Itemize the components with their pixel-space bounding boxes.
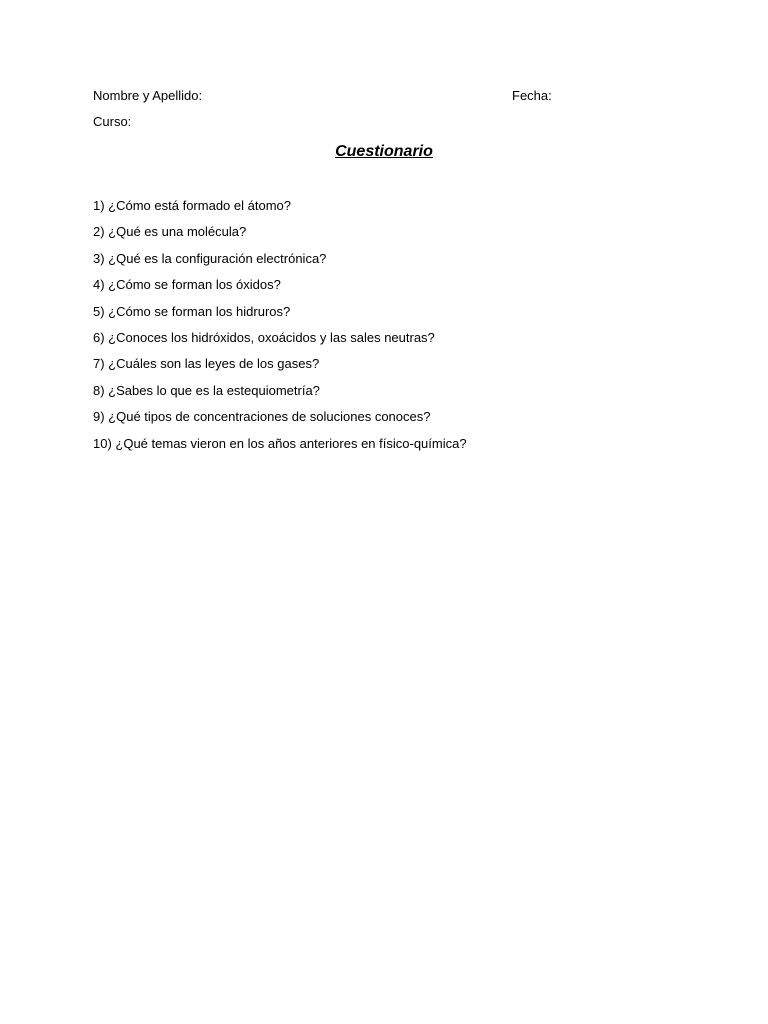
- question-item: 2) ¿Qué es una molécula?: [93, 224, 247, 240]
- document-title: Cuestionario: [335, 143, 433, 160]
- question-item: 5) ¿Cómo se forman los hidruros?: [93, 303, 291, 319]
- question-item: 4) ¿Cómo se forman los óxidos?: [93, 277, 281, 293]
- question-item: 8) ¿Sabes lo que es la estequiometría?: [93, 382, 320, 398]
- question-item: 3) ¿Qué es la configuración electrónica?: [93, 250, 327, 266]
- question-item: 9) ¿Qué tipos de concentraciones de soluciones conoces?: [93, 409, 431, 425]
- course-label: Curso:: [93, 114, 132, 129]
- question-item: 1) ¿Cómo está formado el átomo?: [93, 198, 291, 213]
- question-item: 10) ¿Qué temas vieron en los años anteriores en físico-química?: [93, 435, 467, 451]
- name-label: Nombre y Apellido:: [93, 88, 203, 103]
- question-item: 7) ¿Cuáles son las leyes de los gases?: [93, 356, 320, 372]
- question-item: 6) ¿Conoces los hidróxidos, oxoácidos y las sales neutras?: [93, 329, 435, 345]
- date-label: Fecha:: [512, 88, 552, 103]
- question-list: [93, 198, 467, 462]
